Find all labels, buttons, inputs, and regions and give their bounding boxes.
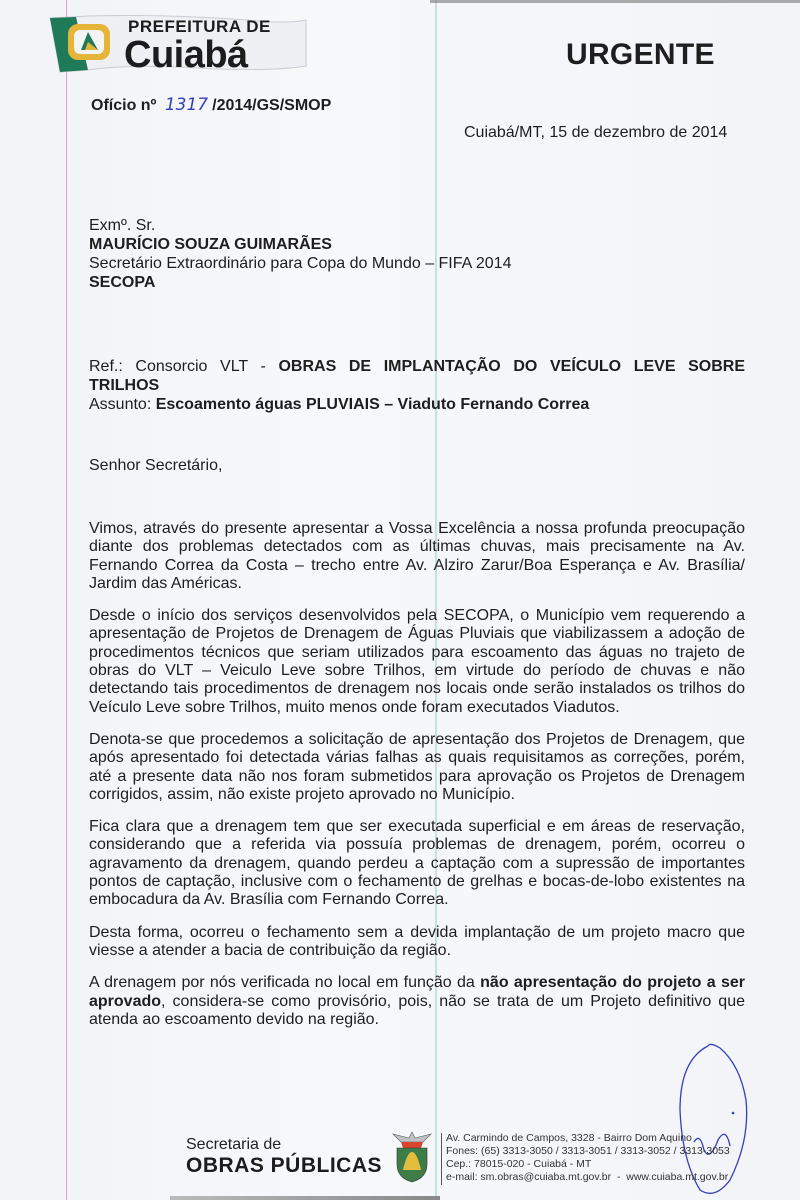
letter-body	[89, 520, 745, 1043]
cuiaba-coat-of-arms-icon	[389, 1128, 435, 1184]
reference-line	[89, 357, 745, 376]
footer-shadow	[170, 1196, 440, 1200]
body-paragraph-1: Vimos, através do presente apresentar a Vossa Excelência a nossa profunda preocupação diante dos problemas detectados com as últimas chuvas, mais precisamente na Av. Fernando Correa da Costa – trecho entre Av. Alziro Zarur/Boa Esperança e Av. Brasília/ Jardim das Américas.	[89, 520, 745, 592]
scan-edge-shadow	[430, 0, 800, 3]
subject-line	[89, 395, 745, 414]
reference-label: Ref.: Consorcio VLT -	[89, 358, 279, 375]
secretaria-logo-text	[186, 1136, 382, 1178]
oficio-prefix: Ofício nº	[91, 97, 157, 114]
logo-text-block	[124, 18, 271, 74]
recipient-org: SECOPA	[89, 274, 156, 291]
body-paragraph-5: Desta forma, ocorreu o fechamento sem a devida implantação de um projeto macro que viesse a atender a bacia de contribuição da região.	[89, 923, 745, 959]
footer-address: Av. Carmindo de Campos, 3328 - Bairro Dom Aquino	[446, 1132, 692, 1144]
reference-title-line1: OBRAS DE IMPLANTAÇÃO DO VEÍCULO LEVE SOBRE	[278, 358, 746, 375]
oficio-suffix: /2014/GS/SMOP	[212, 97, 332, 114]
recipient-salutation: Exmº. Sr.	[89, 217, 156, 234]
body-paragraph-3: Denota-se que procedemos a solicitação de apresentação dos Projetos de Drenagem, que após apresentado foi detectada várias falhas as quais requisitamos as correções, porém, até a presente data não nos foram submetidos para aprovação os Projetos de Drenagem corrigidos, assim, não existe projeto aprovado no Município.	[89, 730, 745, 803]
subject-text: Escoamento águas PLUVIAIS – Viaduto Fernando Correa	[155, 396, 590, 413]
body-paragraph-2: Desde o início dos serviços desenvolvidos pela SECOPA, o Município vem requerendo a apresentação de Projetos de Drenagem de Águas Pluviais que viabilizassem a adoção de procedimentos técnicos que seriam utilizados para escoamento das águas no trajeto de obras do VLT – Veiculo Leve sobre Trilhos, em virtude do período de chuvas e não detectando tais procedimentos de drenagem nos locais onde serão instalados os trilhos do Veículo Leve sobre Trilhos, muito menos onde foram executados Viadutos.	[89, 607, 745, 716]
body-paragraph-6	[89, 974, 745, 1029]
recipient-block	[89, 216, 511, 292]
secretaria-line1: Secretaria de	[186, 1136, 282, 1153]
oficio-handwritten-number: 1317	[164, 95, 209, 115]
logo-text-prefeitura: PREFEITURA DE	[128, 17, 271, 36]
footer-email-website: e-mail: sm.obras@cuiaba.mt.gov.br - www.cuiaba.mt.gov.br	[446, 1171, 729, 1183]
body-paragraph-4: Fica clara que a drenagem tem que ser executada superficial e em áreas de reservação, considerando que a referida via possuía problemas de drenagem, porém, ocorreu o agravamento da drenagem, quando perdeu a captação com a supressão de importantes pontos de captação, inclusive com o fechamento de grelhas e bocas-de-lobo existentes na embocadura da Av. Brasília com Fernando Correa.	[89, 818, 745, 909]
subject-label: Assunto:	[89, 396, 156, 413]
footer-divider	[441, 1133, 442, 1185]
reference-block	[89, 357, 745, 414]
secretaria-line2: OBRAS PÚBLICAS	[186, 1154, 383, 1177]
footer-phones: Fones: (65) 3313-3050 / 3313-3051 / 3313-3052 / 3313-3053	[446, 1145, 730, 1157]
letter-date: Cuiabá/MT, 15 de dezembro de 2014	[464, 124, 728, 141]
p6-text-a: A drenagem por nós verificada no local em função da	[89, 974, 481, 992]
recipient-title: Secretário Extraordinário para Copa do Mundo – FIFA 2014	[89, 255, 512, 272]
urgent-label: URGENTE	[566, 38, 715, 71]
oficio-number	[91, 95, 331, 116]
p6-text-b: , considera-se como provisório, pois, não se trata de um Projeto definitivo que atenda ao escoamento devido na região.	[89, 992, 745, 1028]
greeting: Senhor Secretário,	[89, 457, 223, 474]
footer-contact-block	[446, 1132, 730, 1184]
logo-text-cuiaba: Cuiabá	[124, 34, 248, 76]
prefeitura-logo	[48, 12, 308, 74]
p6-bold: não apresentação do projeto a ser aprovado	[89, 974, 746, 1010]
recipient-name: MAURÍCIO SOUZA GUIMARÃES	[89, 236, 332, 253]
margin-line	[66, 0, 67, 1200]
footer-cep: Cep.: 78015-020 - Cuiabá - MT	[446, 1158, 592, 1170]
reference-title-line2: TRILHOS	[89, 377, 160, 394]
